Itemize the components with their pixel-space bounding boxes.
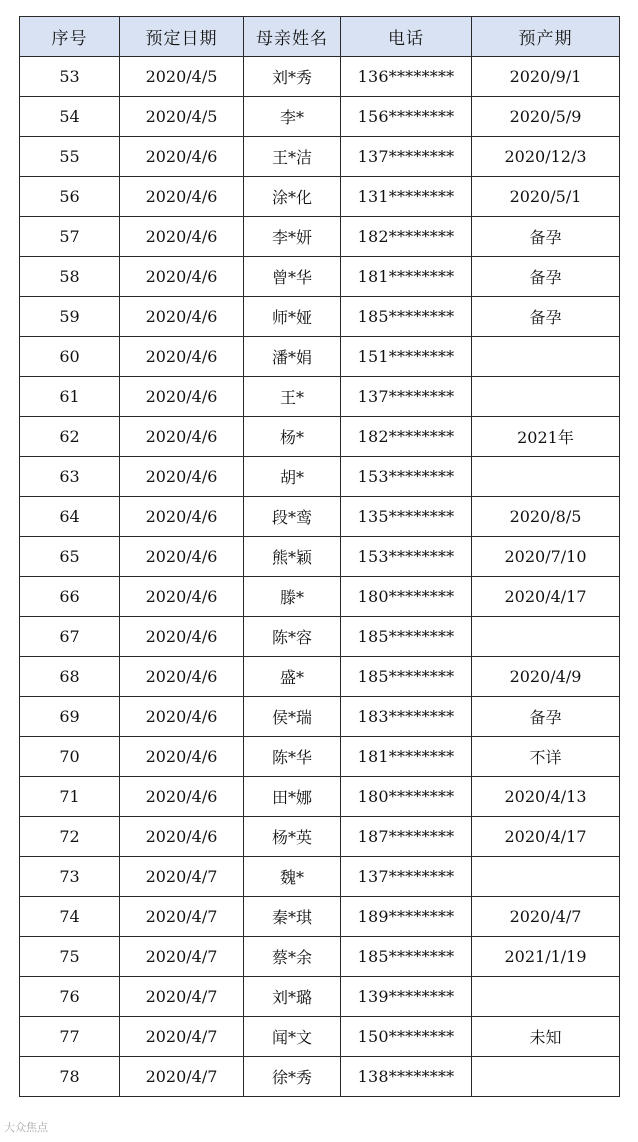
booking-table <box>19 16 620 1097</box>
cell-booking-date: 2020/4/7 <box>120 897 244 937</box>
cell-booking-date: 2020/4/6 <box>120 257 244 297</box>
cell-phone: 151******** <box>341 337 472 377</box>
table-row <box>20 457 620 497</box>
table-row <box>20 297 620 337</box>
cell-due-date: 2020/4/17 <box>472 817 620 857</box>
table-row <box>20 777 620 817</box>
cell-due-date: 备孕 <box>472 697 620 737</box>
table-body <box>20 57 620 1097</box>
cell-seq: 75 <box>20 937 120 977</box>
cell-phone: 180******** <box>341 777 472 817</box>
table-row <box>20 217 620 257</box>
cell-phone: 136******** <box>341 57 472 97</box>
cell-due-date: 2020/7/10 <box>472 537 620 577</box>
cell-phone: 189******** <box>341 897 472 937</box>
watermark: 大众焦点 <box>4 1121 48 1134</box>
cell-booking-date: 2020/4/7 <box>120 937 244 977</box>
cell-phone: 181******** <box>341 257 472 297</box>
cell-phone: 181******** <box>341 737 472 777</box>
cell-phone: 137******** <box>341 137 472 177</box>
table-row <box>20 737 620 777</box>
table-row <box>20 617 620 657</box>
cell-mother-name: 李*妍 <box>244 217 341 257</box>
cell-due-date: 2020/8/5 <box>472 497 620 537</box>
cell-phone: 153******** <box>341 457 472 497</box>
table-row <box>20 897 620 937</box>
cell-booking-date: 2020/4/5 <box>120 57 244 97</box>
cell-booking-date: 2020/4/7 <box>120 1017 244 1057</box>
cell-booking-date: 2020/4/6 <box>120 217 244 257</box>
cell-mother-name: 王* <box>244 377 341 417</box>
cell-due-date: 备孕 <box>472 297 620 337</box>
cell-seq: 65 <box>20 537 120 577</box>
cell-phone: 185******** <box>341 657 472 697</box>
cell-phone: 137******** <box>341 857 472 897</box>
cell-mother-name: 师*娅 <box>244 297 341 337</box>
header-seq: 序号 <box>20 17 120 57</box>
cell-mother-name: 涂*化 <box>244 177 341 217</box>
cell-due-date: 2020/4/17 <box>472 577 620 617</box>
table-row <box>20 977 620 1017</box>
cell-mother-name: 侯*瑞 <box>244 697 341 737</box>
cell-phone: 183******** <box>341 697 472 737</box>
cell-phone: 180******** <box>341 577 472 617</box>
cell-mother-name: 曾*华 <box>244 257 341 297</box>
table-row <box>20 697 620 737</box>
cell-due-date: 2020/4/7 <box>472 897 620 937</box>
table-row <box>20 337 620 377</box>
table-row <box>20 537 620 577</box>
cell-seq: 64 <box>20 497 120 537</box>
cell-seq: 56 <box>20 177 120 217</box>
cell-mother-name: 胡* <box>244 457 341 497</box>
cell-seq: 67 <box>20 617 120 657</box>
cell-seq: 74 <box>20 897 120 937</box>
cell-due-date <box>472 977 620 1017</box>
cell-mother-name: 段*鸾 <box>244 497 341 537</box>
cell-seq: 54 <box>20 97 120 137</box>
cell-booking-date: 2020/4/7 <box>120 1057 244 1097</box>
table-row <box>20 137 620 177</box>
cell-seq: 61 <box>20 377 120 417</box>
cell-mother-name: 王*洁 <box>244 137 341 177</box>
cell-booking-date: 2020/4/6 <box>120 537 244 577</box>
cell-booking-date: 2020/4/6 <box>120 737 244 777</box>
table-row <box>20 857 620 897</box>
cell-seq: 77 <box>20 1017 120 1057</box>
cell-due-date: 不详 <box>472 737 620 777</box>
cell-phone: 185******** <box>341 617 472 657</box>
cell-booking-date: 2020/4/6 <box>120 337 244 377</box>
cell-mother-name: 滕* <box>244 577 341 617</box>
table-row <box>20 417 620 457</box>
cell-mother-name: 陈*华 <box>244 737 341 777</box>
table-row <box>20 817 620 857</box>
cell-seq: 78 <box>20 1057 120 1097</box>
cell-booking-date: 2020/4/6 <box>120 457 244 497</box>
table-row <box>20 1057 620 1097</box>
header-due-date: 预产期 <box>472 17 620 57</box>
cell-mother-name: 李* <box>244 97 341 137</box>
cell-booking-date: 2020/4/6 <box>120 177 244 217</box>
header-mother-name: 母亲姓名 <box>244 17 341 57</box>
cell-mother-name: 魏* <box>244 857 341 897</box>
cell-phone: 137******** <box>341 377 472 417</box>
cell-due-date: 备孕 <box>472 257 620 297</box>
cell-mother-name: 杨* <box>244 417 341 457</box>
header-booking-date: 预定日期 <box>120 17 244 57</box>
cell-due-date: 2020/9/1 <box>472 57 620 97</box>
cell-phone: 187******** <box>341 817 472 857</box>
cell-seq: 72 <box>20 817 120 857</box>
cell-seq: 57 <box>20 217 120 257</box>
cell-booking-date: 2020/4/6 <box>120 137 244 177</box>
cell-seq: 70 <box>20 737 120 777</box>
cell-seq: 58 <box>20 257 120 297</box>
cell-due-date <box>472 857 620 897</box>
cell-seq: 69 <box>20 697 120 737</box>
cell-booking-date: 2020/4/6 <box>120 577 244 617</box>
cell-due-date: 2020/5/1 <box>472 177 620 217</box>
cell-seq: 73 <box>20 857 120 897</box>
cell-mother-name: 秦*琪 <box>244 897 341 937</box>
cell-mother-name: 杨*英 <box>244 817 341 857</box>
cell-phone: 185******** <box>341 297 472 337</box>
cell-booking-date: 2020/4/6 <box>120 417 244 457</box>
cell-mother-name: 潘*娟 <box>244 337 341 377</box>
cell-booking-date: 2020/4/6 <box>120 817 244 857</box>
booking-sheet <box>19 16 619 1097</box>
cell-due-date <box>472 337 620 377</box>
cell-mother-name: 徐*秀 <box>244 1057 341 1097</box>
cell-phone: 153******** <box>341 537 472 577</box>
table-row <box>20 1017 620 1057</box>
cell-seq: 71 <box>20 777 120 817</box>
table-row <box>20 497 620 537</box>
cell-due-date: 2020/4/13 <box>472 777 620 817</box>
cell-phone: 131******** <box>341 177 472 217</box>
cell-phone: 182******** <box>341 417 472 457</box>
cell-booking-date: 2020/4/6 <box>120 697 244 737</box>
cell-booking-date: 2020/4/6 <box>120 617 244 657</box>
cell-mother-name: 刘*秀 <box>244 57 341 97</box>
cell-booking-date: 2020/4/6 <box>120 497 244 537</box>
cell-booking-date: 2020/4/7 <box>120 977 244 1017</box>
table-row <box>20 657 620 697</box>
cell-booking-date: 2020/4/5 <box>120 97 244 137</box>
cell-seq: 66 <box>20 577 120 617</box>
cell-seq: 55 <box>20 137 120 177</box>
cell-due-date: 2020/5/9 <box>472 97 620 137</box>
cell-phone: 139******** <box>341 977 472 1017</box>
cell-seq: 62 <box>20 417 120 457</box>
cell-due-date <box>472 377 620 417</box>
cell-seq: 63 <box>20 457 120 497</box>
header-phone: 电话 <box>341 17 472 57</box>
cell-due-date: 2020/4/9 <box>472 657 620 697</box>
cell-mother-name: 闻*文 <box>244 1017 341 1057</box>
cell-mother-name: 熊*颖 <box>244 537 341 577</box>
cell-phone: 156******** <box>341 97 472 137</box>
cell-seq: 76 <box>20 977 120 1017</box>
cell-due-date: 备孕 <box>472 217 620 257</box>
cell-booking-date: 2020/4/6 <box>120 297 244 337</box>
cell-seq: 60 <box>20 337 120 377</box>
cell-seq: 53 <box>20 57 120 97</box>
cell-due-date <box>472 1057 620 1097</box>
cell-phone: 135******** <box>341 497 472 537</box>
header-row <box>20 17 620 57</box>
cell-phone: 150******** <box>341 1017 472 1057</box>
cell-mother-name: 盛* <box>244 657 341 697</box>
cell-mother-name: 田*娜 <box>244 777 341 817</box>
table-row <box>20 937 620 977</box>
cell-booking-date: 2020/4/6 <box>120 777 244 817</box>
cell-seq: 68 <box>20 657 120 697</box>
cell-mother-name: 陈*容 <box>244 617 341 657</box>
cell-due-date <box>472 457 620 497</box>
cell-due-date: 未知 <box>472 1017 620 1057</box>
cell-phone: 185******** <box>341 937 472 977</box>
table-row <box>20 177 620 217</box>
cell-phone: 182******** <box>341 217 472 257</box>
table-row <box>20 97 620 137</box>
cell-due-date: 2021/1/19 <box>472 937 620 977</box>
table-row <box>20 257 620 297</box>
cell-booking-date: 2020/4/7 <box>120 857 244 897</box>
cell-due-date <box>472 617 620 657</box>
table-row <box>20 377 620 417</box>
cell-booking-date: 2020/4/6 <box>120 657 244 697</box>
table-row <box>20 57 620 97</box>
table-row <box>20 577 620 617</box>
cell-mother-name: 蔡*余 <box>244 937 341 977</box>
cell-mother-name: 刘*璐 <box>244 977 341 1017</box>
cell-phone: 138******** <box>341 1057 472 1097</box>
cell-due-date: 2020/12/3 <box>472 137 620 177</box>
cell-booking-date: 2020/4/6 <box>120 377 244 417</box>
cell-seq: 59 <box>20 297 120 337</box>
cell-due-date: 2021年 <box>472 417 620 457</box>
